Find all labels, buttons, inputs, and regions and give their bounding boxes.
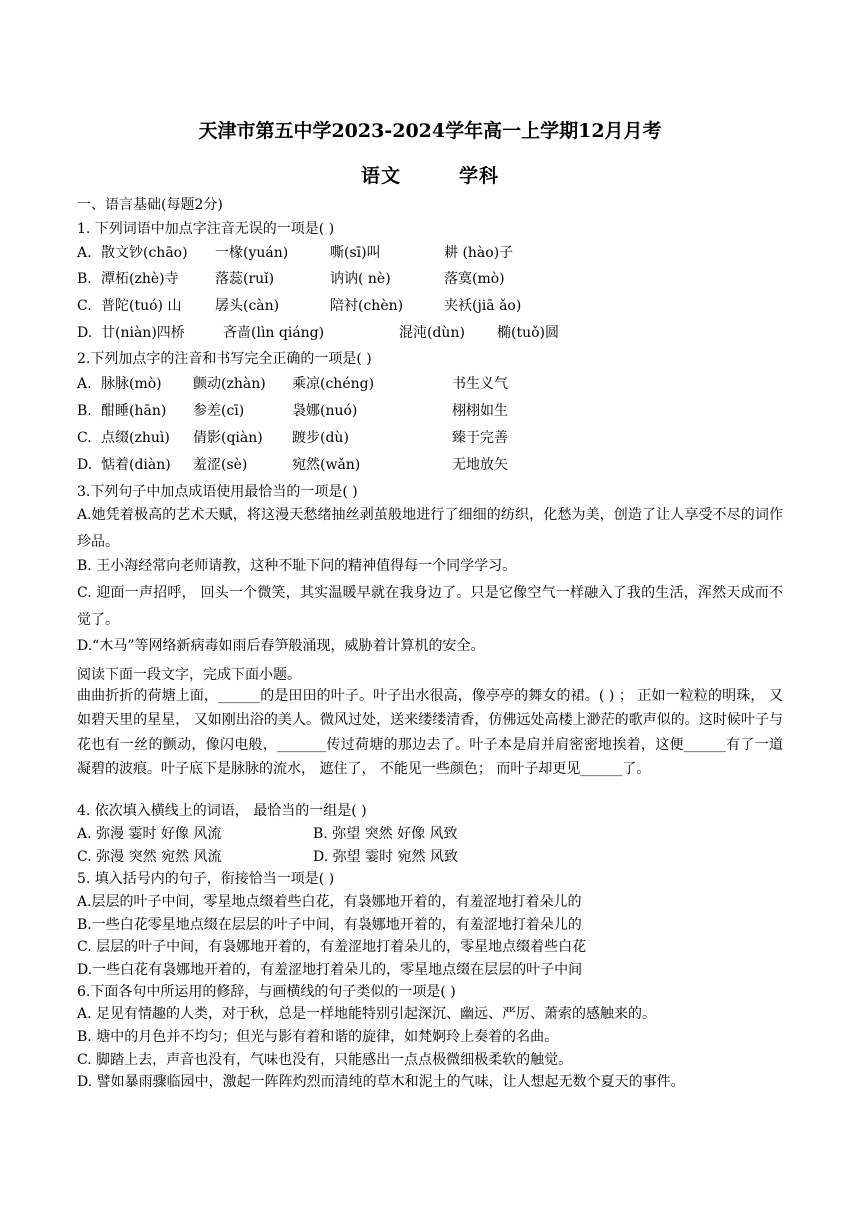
q2-stem: 2.下列加点字的注音和书写完全正确的一项是( ) (77, 351, 372, 367)
reading-passage: 曲曲折折的荷塘上面，______的是田田的叶子。叶子出水很高，像亭亭的舞女的裙。( ) ； 正如一粒粒的明珠， 又如碧天里的星星， 又如刚出浴的美人。微风过处，送来缕缕清香，仿佛远处高楼上渺茫的歌声似的。这时候叶子与花也有一丝的颤动，像闪电般，_______传过荷塘的那边去了。叶子本是肩并肩密密地挨着，这便______有了一道凝碧的波痕。叶子底下是脉脉的流水， 遮住了， 不能见一些颜色； 而叶子却更见______了。 (77, 688, 783, 778)
exam-title: 天津市第五中学2023-2024学年高一上学期12月月考 (198, 120, 662, 142)
q5-stem: 5. 填入括号内的句子，衔接恰当一项是( ) (77, 871, 335, 887)
subject-heading (0, 161, 860, 188)
subject-label: 语文 (360, 165, 401, 187)
exam-page: 天津市第五中学2023-2024学年高一上学期12月月考 语文 学科 一、语言基础(每题2分) 1. 下列词语中加点字注音无误的一项是( ) A. 散文钞(chāo) 一椽(yuán) 嘶(sī)叫 耕 (hào)子 B. 潭柘(zhè)寺 落蕊(ruǐ) 讷讷( nè) 落寞(mò) C. 普陀(tuó) 山 孱头(càn) 陪衬(chèn) 夹袄(jiā ǎo) D. 廿(niàn)四桥 吝啬(lìn qiáng) 混沌(dùn) 椭(tuǒ)圆 2.下列加点字的注音和书写完全正确的一项是( ) A. 脉脉(mò) 颤动(zhàn) 乘凉(chéng) 书生义气 B. 酣睡(hān) 参差(cī) 袅娜(nuó) 栩栩如生 C. 点缀(zhuì) 倩影(qiàn) 踱步(dù) 臻于完善 D. 惦着(diàn) 羞涩(sè) 宛然(wǎn) 无地放矢 3.下列句子中加点成语使用最恰当的一项是( ) A.她凭着极高的艺术天赋，将这漫天愁绪抽丝剥茧般地进行了细细的纺织，化愁为美，创造了让人享受不尽的词作珍品。 B. 王小海经常向老师请教，这种不耻下问的精神值得每一个同学学习。 C. 迎面一声招呼， 回头一个微笑，其实温暖早就在我身边了。只是它像空气一样融入了我的生活，浑然天成而不觉了。 D.“木马”等网络新病毒如雨后春笋般涌现，威胁着计算机的安全。 阅读下面一段文字，完成下面小题。 曲曲折折的荷塘上面，______的是田田的叶子。叶子出水很高，像亭亭的舞女的裙。( ) ； 正如一粒粒的明珠， 又如碧天里的星星， 又如刚出浴的美人。微风过处，送来缕缕清香，仿佛远处高楼上渺茫的歌声似的。这时候叶子与花也有一丝的颤动，像闪电般，_______传过荷塘的那边去了。叶子本是肩并肩密密地挨着，这便______有了一道凝碧的波痕。叶子底下是脉脉的流水， 遮住了， 不能见一些颜色； 而叶子却更见______了。 4. 依次填入横线上的词语， 最恰当的一组是( ) A. 弥漫 霎时 好像 风流 B. 弥望 突然 好像 风致 C. 弥漫 突然 宛然 风流 D. 弥望 霎时 宛然 风致 5. 填入括号内的句子，衔接恰当一项是( ) A.层层的叶子中间，零星地点缀着些白花，有袅娜地开着的，有羞涩地打着朵儿的 B.一些白花零星地点缀在层层的叶子中间，有袅娜地开着的，有羞涩地打着朵儿的 C. 层层的叶子中间，有袅娜地开着的，有羞涩地打着朵儿的，零星地点缀着些白花 D.一些白花有袅娜地开着的，有羞涩地打着朵儿的，零星地点缀在层层的叶子中间 6.下面各句中所运用的修辞，与画横线的句子类似的一项是( ) A. 足见有情趣的人类，对于秋，总是一样地能特别引起深沉、幽远、严厉、萧索的感触来的。 B. 塘中的月色并不均匀；但光与影有着和谐的旋律，如梵婀玲上奏着的名曲。 C. 脚踏上去，声音也没有，气味也没有，只能感出一点点极微细极柔软的触觉。 D. 譬如暴雨骤临园中，激起一阵阵灼烈而清纯的草木和泥土的气味，让人想起无数个夏天的事件。 (0, 0, 860, 1216)
q6-stem: 6.下面各句中所运用的修辞，与画横线的句子类似的一项是( ) (77, 984, 456, 1000)
q3-stem: 3.下列句子中加点成语使用最恰当的一项是( ) (77, 484, 358, 500)
q1-stem: 1. 下列词语中加点字注音无误的一项是( ) (77, 221, 335, 237)
section-heading: 一、语言基础(每题2分) (77, 197, 223, 213)
q6-option-b: B. 塘中的月色并不均匀；但光与影有着和谐的旋律，如梵婀玲上奏着的名曲。 (77, 1029, 559, 1045)
q5-option-a: A.层层的叶子中间，零星地点缀着些白花，有袅娜地开着的，有羞涩地打着朵儿的 (77, 894, 582, 910)
subject-suffix: 学科 (459, 165, 500, 187)
q4-option-c: C. 弥漫 突然 宛然 风流 (77, 849, 222, 865)
q4-option-a: A. 弥漫 霎时 好像 风流 (77, 826, 222, 842)
q5-option-d: D.一些白花有袅娜地开着的，有羞涩地打着朵儿的，零星地点缀在层层的叶子中间 (77, 962, 583, 978)
q4-option-b: B. 弥望 突然 好像 风致 (313, 826, 458, 842)
q5-option-b: B.一些白花零星地点缀在层层的叶子中间，有袅娜地开着的，有羞涩地打着朵儿的 (77, 917, 582, 933)
q3-option-b: B. 王小海经常向老师请教，这种不耻下问的精神值得每一个同学学习。 (77, 558, 517, 574)
reading-intro: 阅读下面一段文字，完成下面小题。 (77, 667, 301, 683)
q5-option-c: C. 层层的叶子中间，有袅娜地开着的，有羞涩地打着朵儿的，零星地点缀着些白花 (77, 939, 587, 955)
q3-option-d: D.“木马”等网络新病毒如雨后春笋般涌现，威胁着计算机的安全。 (77, 638, 485, 654)
q6-option-d: D. 譬如暴雨骤临园中，激起一阵阵灼烈而清纯的草木和泥土的气味，让人想起无数个夏天的事件。 (77, 1074, 685, 1090)
q6-option-c: C. 脚踏上去，声音也没有，气味也没有，只能感出一点点极微细极柔软的触觉。 (77, 1052, 573, 1068)
q3-option-a: A.她凭着极高的艺术天赋，将这漫天愁绪抽丝剥茧般地进行了细细的纺织，化愁为美，创造了让人享受不尽的词作珍品。 (77, 507, 783, 550)
q4-option-d: D. 弥望 霎时 宛然 风致 (313, 849, 458, 865)
q6-option-a: A. 足见有情趣的人类，对于秋，总是一样地能特别引起深沉、幽远、严厉、萧索的感触来的。 (77, 1006, 657, 1022)
q3-option-c: C. 迎面一声招呼， 回头一个微笑，其实温暖早就在我身边了。只是它像空气一样融入了我的生活，浑然天成而不觉了。 (77, 585, 783, 628)
q4-stem: 4. 依次填入横线上的词语， 最恰当的一组是( ) (77, 803, 367, 819)
